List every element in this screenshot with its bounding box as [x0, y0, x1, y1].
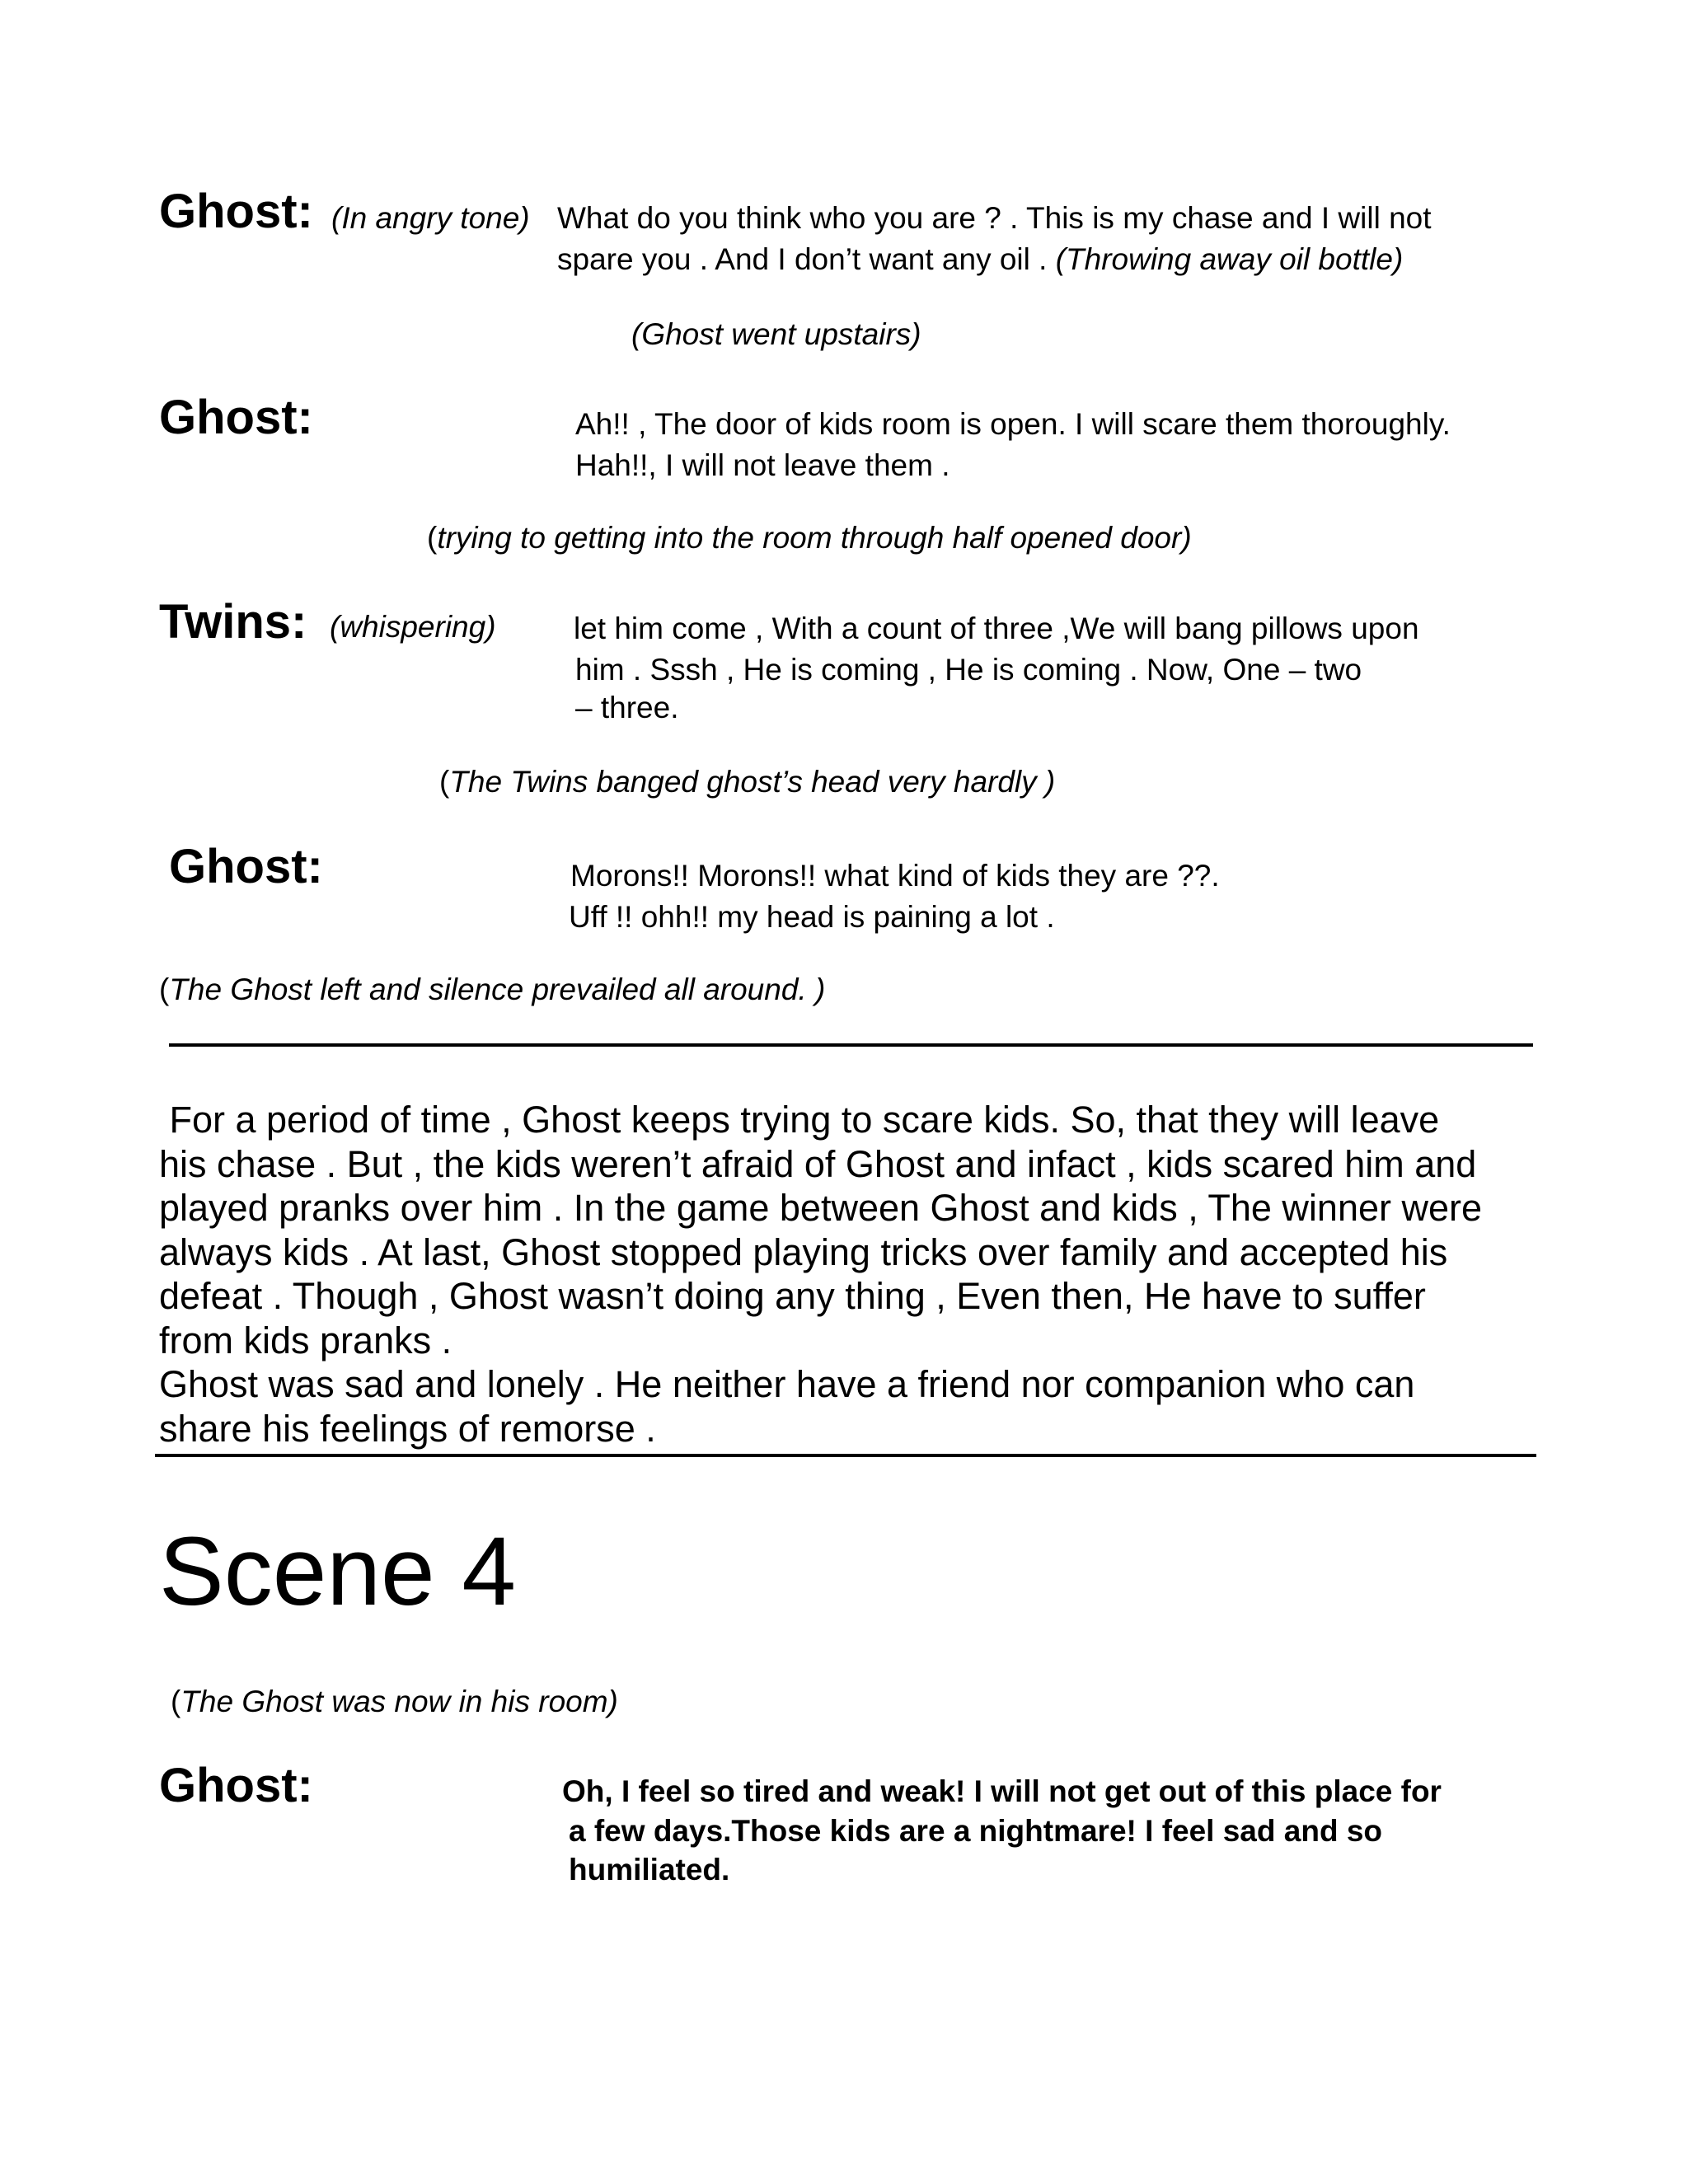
stage-direction-whispering: (whispering): [330, 610, 496, 644]
scene-title: Scene 4: [159, 1517, 516, 1626]
divider: [155, 1454, 1536, 1457]
stage-direction-ghost-room: [171, 1685, 618, 1719]
dialogue-line: humiliated.: [569, 1853, 730, 1886]
paren: (: [427, 521, 438, 555]
dialogue-line: Uff !! ohh!! my head is paining a lot .: [569, 900, 1055, 934]
paren: (: [171, 1685, 181, 1718]
dialogue-line: a few days.Those kids are a nightmare! I feel sad and so: [569, 1814, 1383, 1848]
dialogue-line: Hah!!, I will not leave them .: [575, 448, 950, 482]
dialogue-line: Morons!! Morons!! what kind of kids they are ??.: [570, 859, 1220, 893]
speaker-ghost-1: Ghost:: [159, 185, 313, 238]
stage-direction-went-upstairs: (Ghost went upstairs): [631, 317, 921, 351]
dialogue-line: What do you think who you are ? . This is my chase and I will not: [557, 201, 1432, 235]
narration-line: played pranks over him . In the game between Ghost and kids , The winner were: [159, 1187, 1483, 1229]
dialogue-line: let him come , With a count of three ,We will bang pillows upon: [574, 612, 1419, 645]
narration-line: Ghost was sad and lonely . He neither have a friend nor companion who can: [159, 1363, 1415, 1405]
speaker-ghost-2: Ghost:: [159, 391, 313, 444]
narration-line: share his feelings of remorse .: [159, 1407, 656, 1450]
narration-line: always kids . At last, Ghost stopped playing tricks over family and accepted his: [159, 1230, 1448, 1273]
stage-text: The Ghost was now in his room): [181, 1685, 618, 1718]
stage-direction-twins-banged: [439, 765, 1055, 799]
stage-direction-inline: (Throwing away oil bottle): [1055, 242, 1404, 276]
paren: (: [159, 972, 170, 1006]
stage-text: trying to getting into the room through half opened door): [437, 521, 1192, 555]
dialogue-line: Oh, I feel so tired and weak! I will not get out of this place for: [562, 1774, 1442, 1808]
speaker-ghost-3: Ghost:: [169, 840, 323, 893]
narration-line: his chase . But , the kids weren’t afraid of Ghost and infact , kids scared him and: [159, 1142, 1477, 1185]
stage-direction-ghost-left: [159, 972, 825, 1007]
speaker-ghost-4: Ghost:: [159, 1759, 313, 1812]
stage-direction-half-opened-door: [427, 521, 1192, 555]
dialogue-line: him . Sssh , He is coming , He is coming . Now, One – two: [575, 653, 1362, 687]
divider: [169, 1043, 1533, 1047]
stage-direction-angry-tone: (In angry tone): [331, 201, 530, 235]
narration-paragraph: [159, 1098, 1560, 1451]
stage-text: The Twins banged ghost’s head very hardly ): [449, 765, 1056, 799]
dialogue-line: Ah!! , The door of kids room is open. I will scare them thoroughly.: [575, 407, 1451, 441]
dialogue-line: – three.: [575, 691, 679, 724]
paren: (: [439, 765, 450, 799]
speaker-twins: Twins:: [159, 595, 307, 649]
narration-line: For a period of time , Ghost keeps trying to scare kids. So, that they will leave: [159, 1099, 1440, 1141]
dialogue-line: [557, 239, 1403, 280]
narration-line: from kids pranks .: [159, 1319, 452, 1361]
dialogue-text: spare you . And I don’t want any oil .: [557, 242, 1056, 276]
narration-line: defeat . Though , Ghost wasn’t doing any thing , Even then, He have to suffer: [159, 1275, 1426, 1317]
stage-text: The Ghost left and silence prevailed all around. ): [169, 972, 826, 1006]
